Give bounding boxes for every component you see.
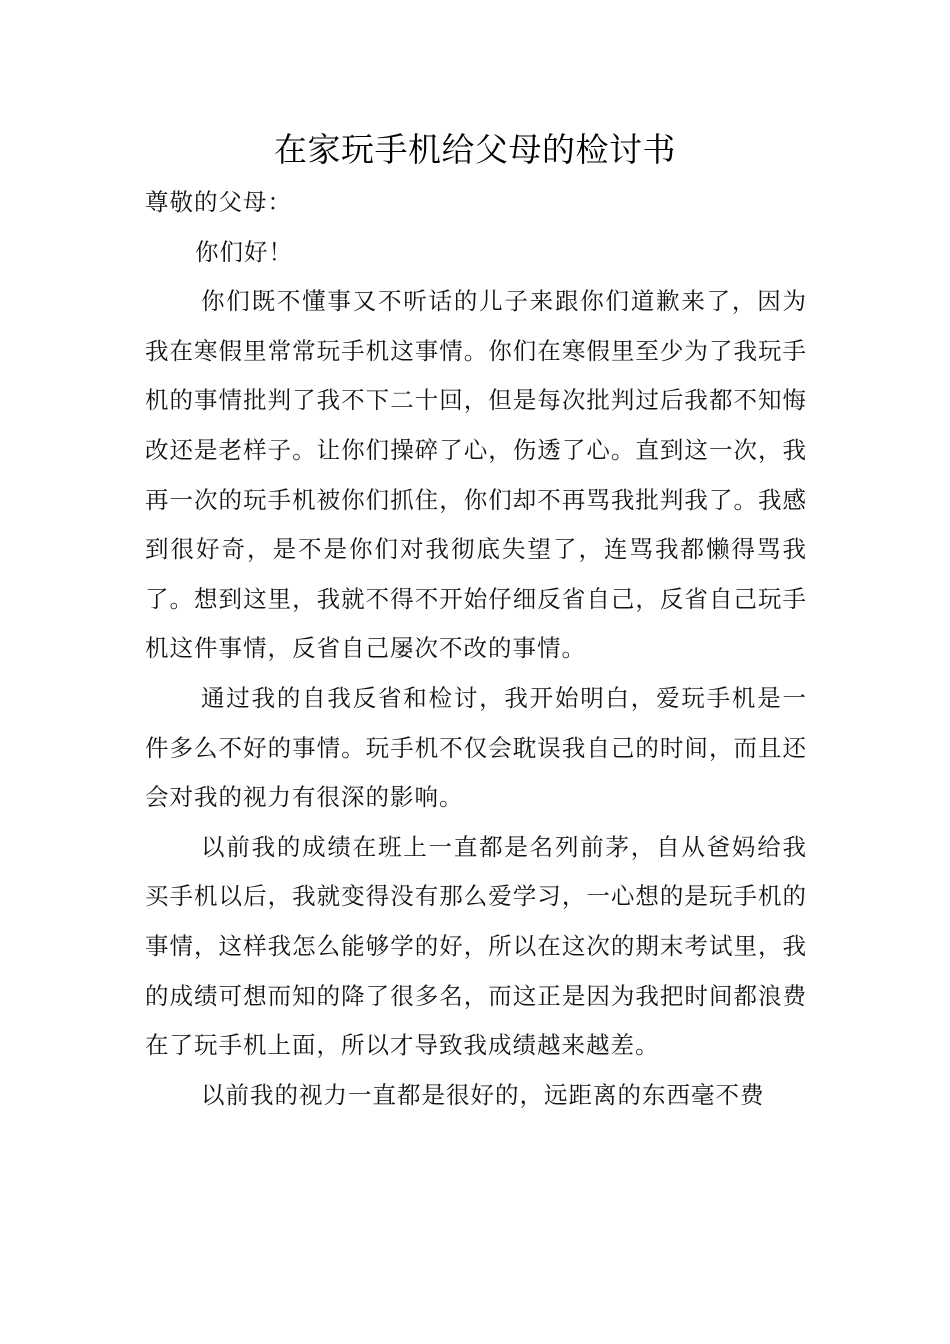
paragraph-2: 通过我的自我反省和检讨，我开始明白，爱玩手机是一件多么不好的事情。玩手机不仅会耽误我自己的时间，而且还会对我的视力有很深的影响。 bbox=[145, 683, 807, 812]
paragraph-3: 以前我的成绩在班上一直都是名列前茅，自从爸妈给我买手机以后，我就变得没有那么爱学习，一心想的是玩手机的事情，这样我怎么能够学的好，所以在这次的期末考试里，我的成绩可想而知的降了很多名，而这正是因为我把时间都浪费在了玩手机上面，所以才导致我成绩越来越差。 bbox=[145, 832, 807, 1060]
paragraph-1: 你们既不懂事又不听话的儿子来跟你们道歉来了，因为我在寒假里常常玩手机这事情。你们在寒假里至少为了我玩手机的事情批判了我不下二十回，但是每次批判过后我都不知悔改还是老样子。让你们操碎了心，伤透了心。直到这一次，我再一次的玩手机被你们抓住，你们却不再骂我批判我了。我感到很好奇，是不是你们对我彻底失望了，连骂我都懒得骂我了。想到这里，我就不得不开始仔细反省自己，反省自己玩手机这件事情，反省自己屡次不改的事情。 bbox=[145, 287, 807, 663]
document-body bbox=[145, 178, 807, 1120]
document-title: 在家玩手机给父母的检讨书 bbox=[274, 130, 676, 169]
greeting: 你们好！ bbox=[195, 237, 293, 266]
paragraph-4: 以前我的视力一直都是很好的，远距离的东西毫不费 bbox=[201, 1080, 765, 1109]
salutation: 尊敬的父母： bbox=[145, 188, 292, 216]
